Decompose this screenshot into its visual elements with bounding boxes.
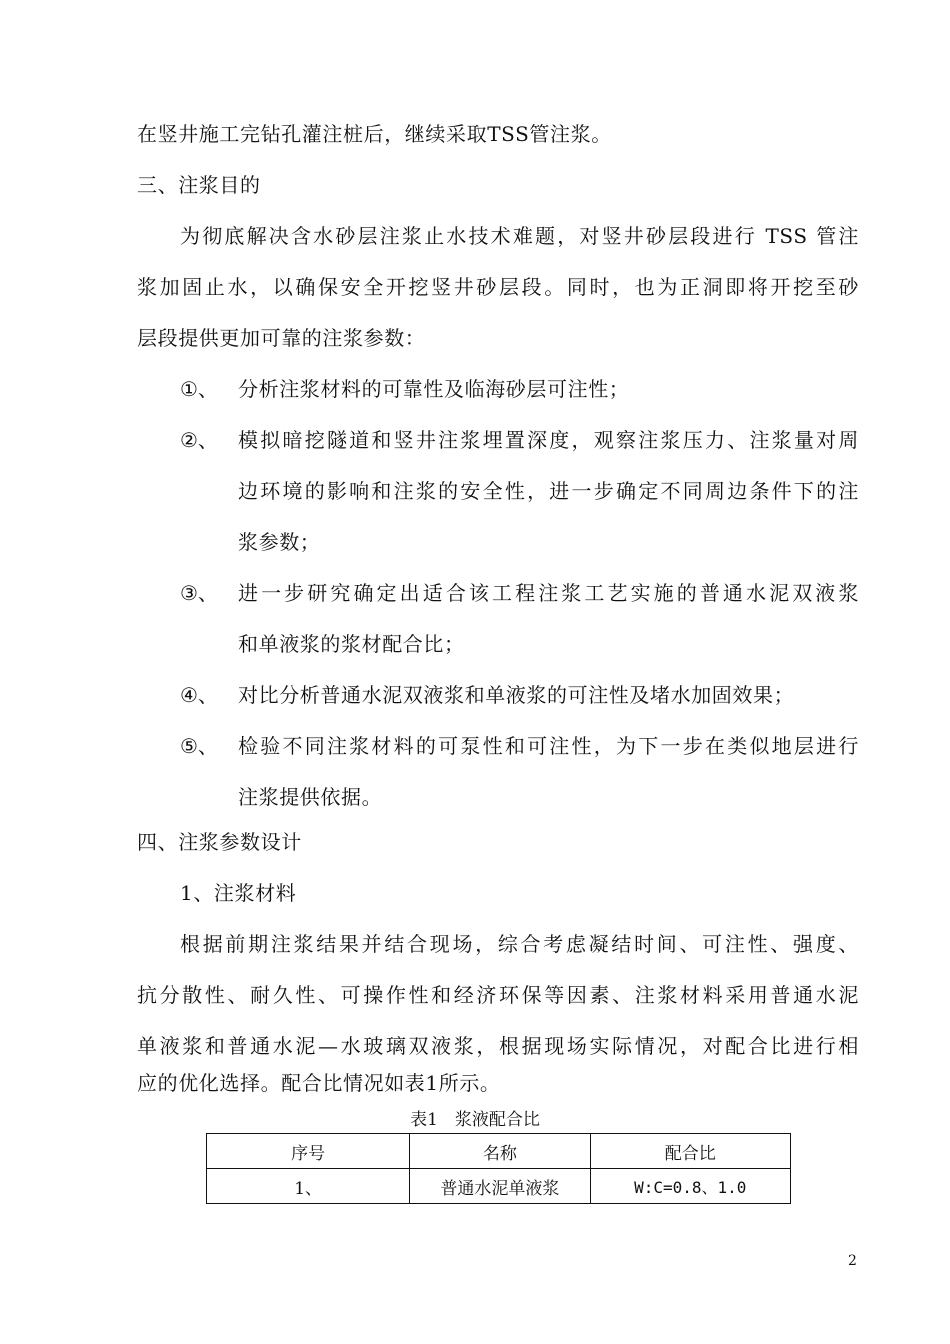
list-item-line: 边环境的影响和注浆的安全性，进一步确定不同周边条件下的注: [238, 479, 859, 503]
list-item-marker: ①、: [180, 377, 218, 401]
section-heading: 三、注浆目的: [137, 173, 261, 197]
table-caption: 表1 浆液配合比: [410, 1110, 540, 1130]
list-item-line: 分析注浆材料的可靠性及临海砂层可注性；: [238, 377, 630, 401]
paragraph-line: 层段提供更加可靠的注浆参数：: [137, 326, 426, 350]
table-header-cell: 配合比: [590, 1134, 791, 1169]
paragraph-line: 为彻底解决含水砂层注浆止水技术难题，对竖井砂层段进行 TSS 管注: [180, 224, 859, 248]
list-item-line: 对比分析普通水泥双液浆和单液浆的可注性及堵水加固效果；: [238, 683, 795, 707]
list-item-line: 注浆提供依据。: [238, 785, 383, 809]
table-header-cell: 序号: [207, 1134, 410, 1169]
list-item-line: 浆参数；: [238, 530, 321, 554]
list-item-line: 模拟暗挖隧道和竖井注浆埋置深度，观察注浆压力、注浆量对周: [238, 428, 859, 452]
paragraph-line: 浆加固止水，以确保安全开挖竖井砂层段。同时，也为正洞即将开挖至砂: [137, 275, 859, 299]
mix-ratio-table: [206, 1133, 791, 1204]
paragraph-line: 抗分散性、耐久性、可操作性和经济环保等因素、注浆材料采用普通水泥: [137, 983, 859, 1007]
table-cell: W:C=0.8、1.0: [590, 1169, 791, 1204]
list-item-marker: ③、: [180, 581, 218, 605]
paragraph-line: 根据前期注浆结果并结合现场，综合考虑凝结时间、可注性、强度、: [180, 932, 859, 956]
list-item-line: 检验不同注浆材料的可泵性和可注性，为下一步在类似地层进行: [238, 734, 859, 758]
subsection-heading: 1、注浆材料: [180, 881, 297, 905]
page-number: 2: [848, 1253, 857, 1269]
table-cell: 1、: [207, 1169, 410, 1204]
table-header-row: [207, 1134, 791, 1169]
list-item-line: 和单液浆的浆材配合比；: [238, 632, 465, 656]
table-header-cell: 名称: [410, 1134, 590, 1169]
list-item-marker: ②、: [180, 428, 218, 452]
paragraph-line: 在竖井施工完钻孔灌注桩后，继续采取TSS管注浆。: [137, 122, 612, 146]
paragraph-line: 单液浆和普通水泥—水玻璃双液浆，根据现场实际情况，对配合比进行相: [137, 1034, 859, 1058]
list-item-line: 进一步研究确定出适合该工程注浆工艺实施的普通水泥双液浆: [238, 581, 859, 605]
paragraph-line: 应的优化选择。配合比情况如表1所示。: [137, 1071, 501, 1095]
section-heading: 四、注浆参数设计: [137, 830, 302, 854]
list-item-marker: ⑤、: [180, 734, 218, 758]
list-item-marker: ④、: [180, 683, 218, 707]
table-cell: 普通水泥单液浆: [410, 1169, 590, 1204]
table-row: [207, 1169, 791, 1204]
